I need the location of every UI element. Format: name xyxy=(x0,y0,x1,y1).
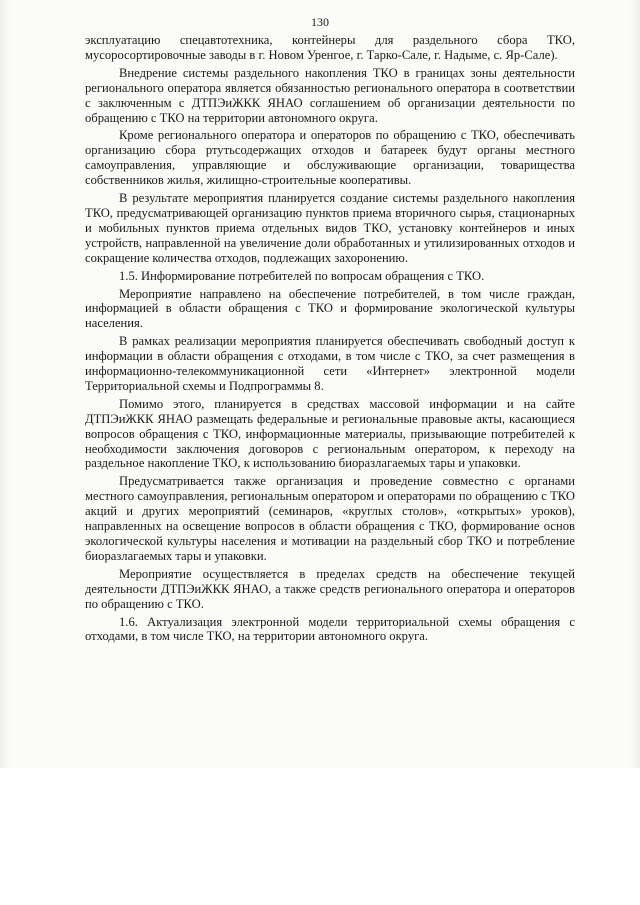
paragraph: Помимо этого, планируется в средствах массовой информации и на сайте ДТПЭиЖКК ЯНАО размещать федеральные и региональные правовые акты, касающиеся вопросов обращения с ТКО, информационные материалы, призывающие потребителей к необходимости заключения договоров с региональным оператором, к переходу на раздельное накопление ТКО, к использованию биоразлагаемых тары и упаковки. xyxy=(85,396,575,471)
document-body xyxy=(85,33,575,647)
paragraph: Кроме регионального оператора и операторов по обращению с ТКО, обеспечивать организацию сбора ртутьсодержащих отходов и батареек будут органы местного самоуправления, управляющие и обслуживающие организации, товарищества собственников жилья, жилищно-строительные кооперативы. xyxy=(85,128,575,188)
section-heading-1-5: 1.5. Информирование потребителей по вопросам обращения с ТКО. xyxy=(119,268,485,283)
paragraph: Мероприятие направлено на обеспечение потребителей, в том числе граждан, информацией в области обращения с ТКО и формирование экологической культуры населения. xyxy=(85,286,575,331)
scan-edge-shadow xyxy=(0,0,10,768)
page-number: 130 xyxy=(311,15,329,29)
paragraph-continuation: эксплуатацию спецавтотехника, контейнеры для раздельного сбора ТКО, мусоросортировочные заводы в г. Новом Уренгое, г. Тарко-Сале, г. Надыме, с. Яр-Сале). xyxy=(85,33,575,62)
paragraph: Внедрение системы раздельного накопления ТКО в границах зоны деятельности регионального оператора является обязанностью регионального оператора в соответствии с заключенным с ДТПЭиЖКК ЯНАО соглашением об организации деятельности по обращению с ТКО на территории автономного округа. xyxy=(85,65,575,125)
paragraph: Мероприятие осуществляется в пределах средств на обеспечение текущей деятельности ДТПЭиЖКК ЯНАО, а также средств регионального оператора и операторов по обращению с ТКО. xyxy=(85,566,575,611)
paragraph: В результате мероприятия планируется создание системы раздельного накопления ТКО, предусматривающей организацию пунктов приема вторичного сырья, стационарных и мобильных пунктов приема отдельных видов ТКО, установку контейнеров и иных устройств, направленной на увеличение доли обработанных и утилизированных отходов и сокращение количества отходов, подлежащих захоронению. xyxy=(85,191,575,265)
section-heading-1-6: 1.6. Актуализация электронной модели территориальной схемы обращения с отходами, в том числе ТКО, на территории автономного округа. xyxy=(85,614,575,644)
paragraph: В рамках реализации мероприятия планируется обеспечивать свободный доступ к информации в области обращения с отходами, в том числе с ТКО, за счет размещения в информационно-телекоммуникационной сети «Интернет» электронной модели Территориальной схемы и Подпрограммы 8. xyxy=(85,334,575,393)
scan-edge-shadow xyxy=(630,0,640,768)
paragraph: Предусматривается также организация и проведение совместно с органами местного самоуправления, региональным оператором и операторами по обращению с ТКО акций и других мероприятий (семинаров, «круглых столов», «открытых» уроков), направленных на освещение вопросов в области обращения с ТКО, формирование основ экологической культуры населения и мотивации на раздельный сбор ТКО и потребление биоразлагаемых тары и упаковки. xyxy=(85,474,575,563)
